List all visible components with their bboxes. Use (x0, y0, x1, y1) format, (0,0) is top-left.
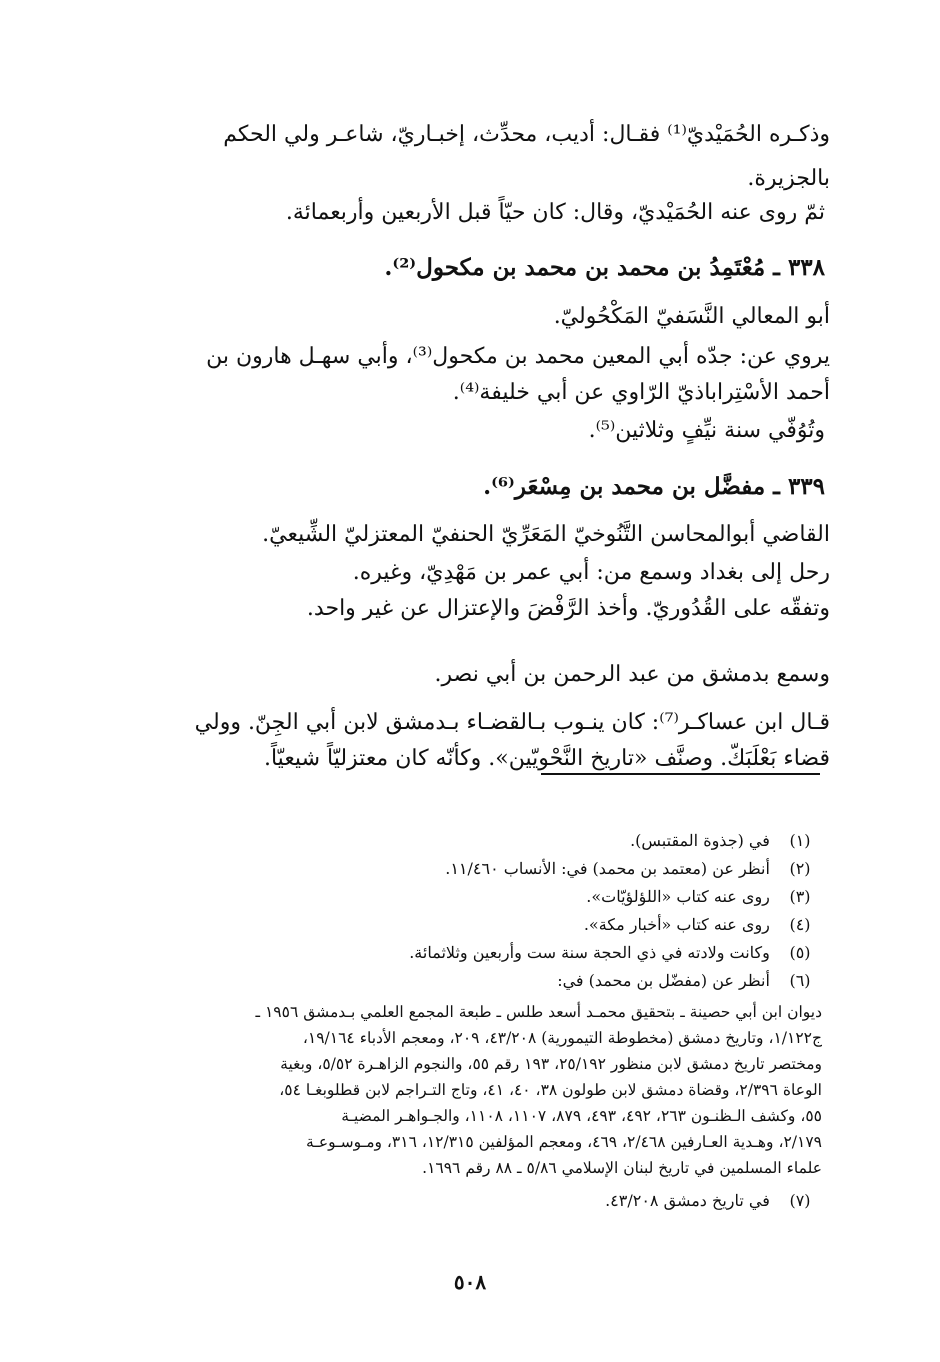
footnote (105, 828, 825, 854)
footnote-continuation: ٢/١٧٩، وهـدية العـارفين ٢/٤٦٨، ٤٦٩، ومعجم المؤلفين ١٢/٣١٥، ٣١٦، ومـوسـوعـة (306, 1133, 822, 1151)
footnote-continuation: ٥٥، وكشف الـظنـون ٢٦٣، ٤٩٢، ٤٩٣، ٨٧٩، ١١٠٧، ١١٠٨، والجـواهـر المضيـة (341, 1107, 822, 1125)
footnote-text: روى عنه كتاب «اللؤلؤيّات». (586, 887, 770, 906)
footnote (105, 856, 825, 882)
footnote-continuation: ديوان ابن أبي حصينة ـ بتحقيق محمـد أسعد طلس ـ طبعة المجمع العلمي بـدمشق ١٩٥٦ ـ (255, 1003, 822, 1021)
footnote-continuation: ومختصر تاريخ دمشق لابن منظور ٢٥/١٩٢، ١٩٣ رقم ٥٥، والنجوم الزاهـرة ٥/٥٢، وبغية (280, 1055, 822, 1073)
footnote-number: (٥) (789, 943, 811, 962)
body-line: يروي عن: جدّه أبي المعين محمد بن مكحول⁽³⁾، وأبي سهـل هارون بن (206, 344, 830, 369)
footnote-text: وكانت ولادته في ذي الحجة سنة ست وأربعين وثلاثمائة. (409, 943, 770, 962)
body-line: قضاء بَعْلَبَكّ. وصنَّف «تاريخ النَّحْويّين». وكأنّه كان معتزليّاً شيعيّاً. (263, 746, 830, 771)
footnote-continuation: ج١/١٢٢، وتاريخ دمشق (مخطوطة التيمورية) ٤٣/٢٠٨، ٢٠٩، ومعجم الأدباء ١٩/١٦٤، (302, 1029, 822, 1047)
footnote-text: أنظر عن (معتمد بن محمد) في: الأنساب ١١/٤٦٠. (445, 859, 770, 878)
entry-heading: ٣٣٨ ـ مُعْتَمِدُ بن محمد بن محمد بن مكحول⁽²⁾. (384, 254, 825, 281)
footnote-number: (٧) (789, 1191, 811, 1210)
page-number: ٥٠٨ (453, 1270, 487, 1294)
footnote (105, 912, 825, 938)
body-line: وسمع بدمشق من عبد الرحمن بن أبي نصر. (434, 662, 830, 687)
body-line: وتُوُفّي سنة نيِّفٍ وثلاثين⁽⁵⁾. (588, 418, 825, 443)
footnote-number: (٤) (789, 915, 811, 934)
footnote-text: في تاريخ دمشق ٤٣/٢٠٨. (605, 1191, 770, 1210)
body-line: قـال ابن عساكـر⁽⁷⁾: كان ينـوب بـالقضـاء بـدمشق لابن أبي الجِنّ. وولي (194, 710, 830, 735)
body-line: وتفقّه على القُدُوريّ. وأخذ الرَّفْضَ والإعتزال عن غير واحد. (306, 596, 830, 621)
body-line: القاضي أبوالمحاسن التَّنُوخيّ المَعَرِّيّ الحنفيّ المعتزليّ الشِّيعيّ. (262, 522, 830, 547)
footnote-continuation: الوعاة ٢/٣٩٦، وقضاة دمشق لابن طولون ٣٨، ٤٠، ٤١، وتاج التـراجم لابن قطلوبغـا ٥٤، (279, 1081, 822, 1099)
footnote-continuation: علماء المسلمين في تاريخ لبنان الإسلامي ٥/٨٦ ـ ٨٨ رقم ١٦٩٦. (422, 1159, 822, 1177)
footnote-separator (541, 773, 820, 775)
footnote (105, 940, 825, 966)
body-line: ثمّ روى عنه الحُمَيْديّ، وقال: كان حيّاً قبل الأربعين وأربعمائة. (285, 200, 825, 225)
footnote (105, 1188, 825, 1214)
footnote (105, 968, 825, 994)
body-line: بالجزيرة. (747, 166, 830, 191)
footnote-number: (١) (789, 831, 811, 850)
body-line: وذكـره الحُمَيْديّ⁽¹⁾ فقـال: أديب، محدِّث، إخبـاريّ، شاعـر ولي الحكم (223, 122, 830, 147)
footnote (105, 884, 825, 910)
body-line: أبو المعالي النَّسَفيّ المَكْحُوليّ. (553, 304, 830, 329)
footnote-number: (٢) (789, 859, 811, 878)
footnote-text: روى عنه كتاب «أخبار مكة». (583, 915, 770, 934)
footnote-text: في (جذوة المقتبس). (630, 831, 770, 850)
footnote-text: أنظر عن (مفضّل بن محمد) في: (557, 971, 770, 990)
footnote-number: (٦) (789, 971, 811, 990)
body-line: رحل إلى بغداد وسمع من: أبي عمر بن مَهْدِيّ، وغيره. (352, 560, 830, 585)
footnote-number: (٣) (789, 887, 811, 906)
entry-heading: ٣٣٩ ـ مفضَّل بن محمد بن مِسْعَر⁽⁶⁾. (483, 473, 825, 500)
body-line: أحمد الأسْتِراباذيّ الرّاوي عن أبي خليفة⁽⁴⁾. (452, 380, 830, 405)
